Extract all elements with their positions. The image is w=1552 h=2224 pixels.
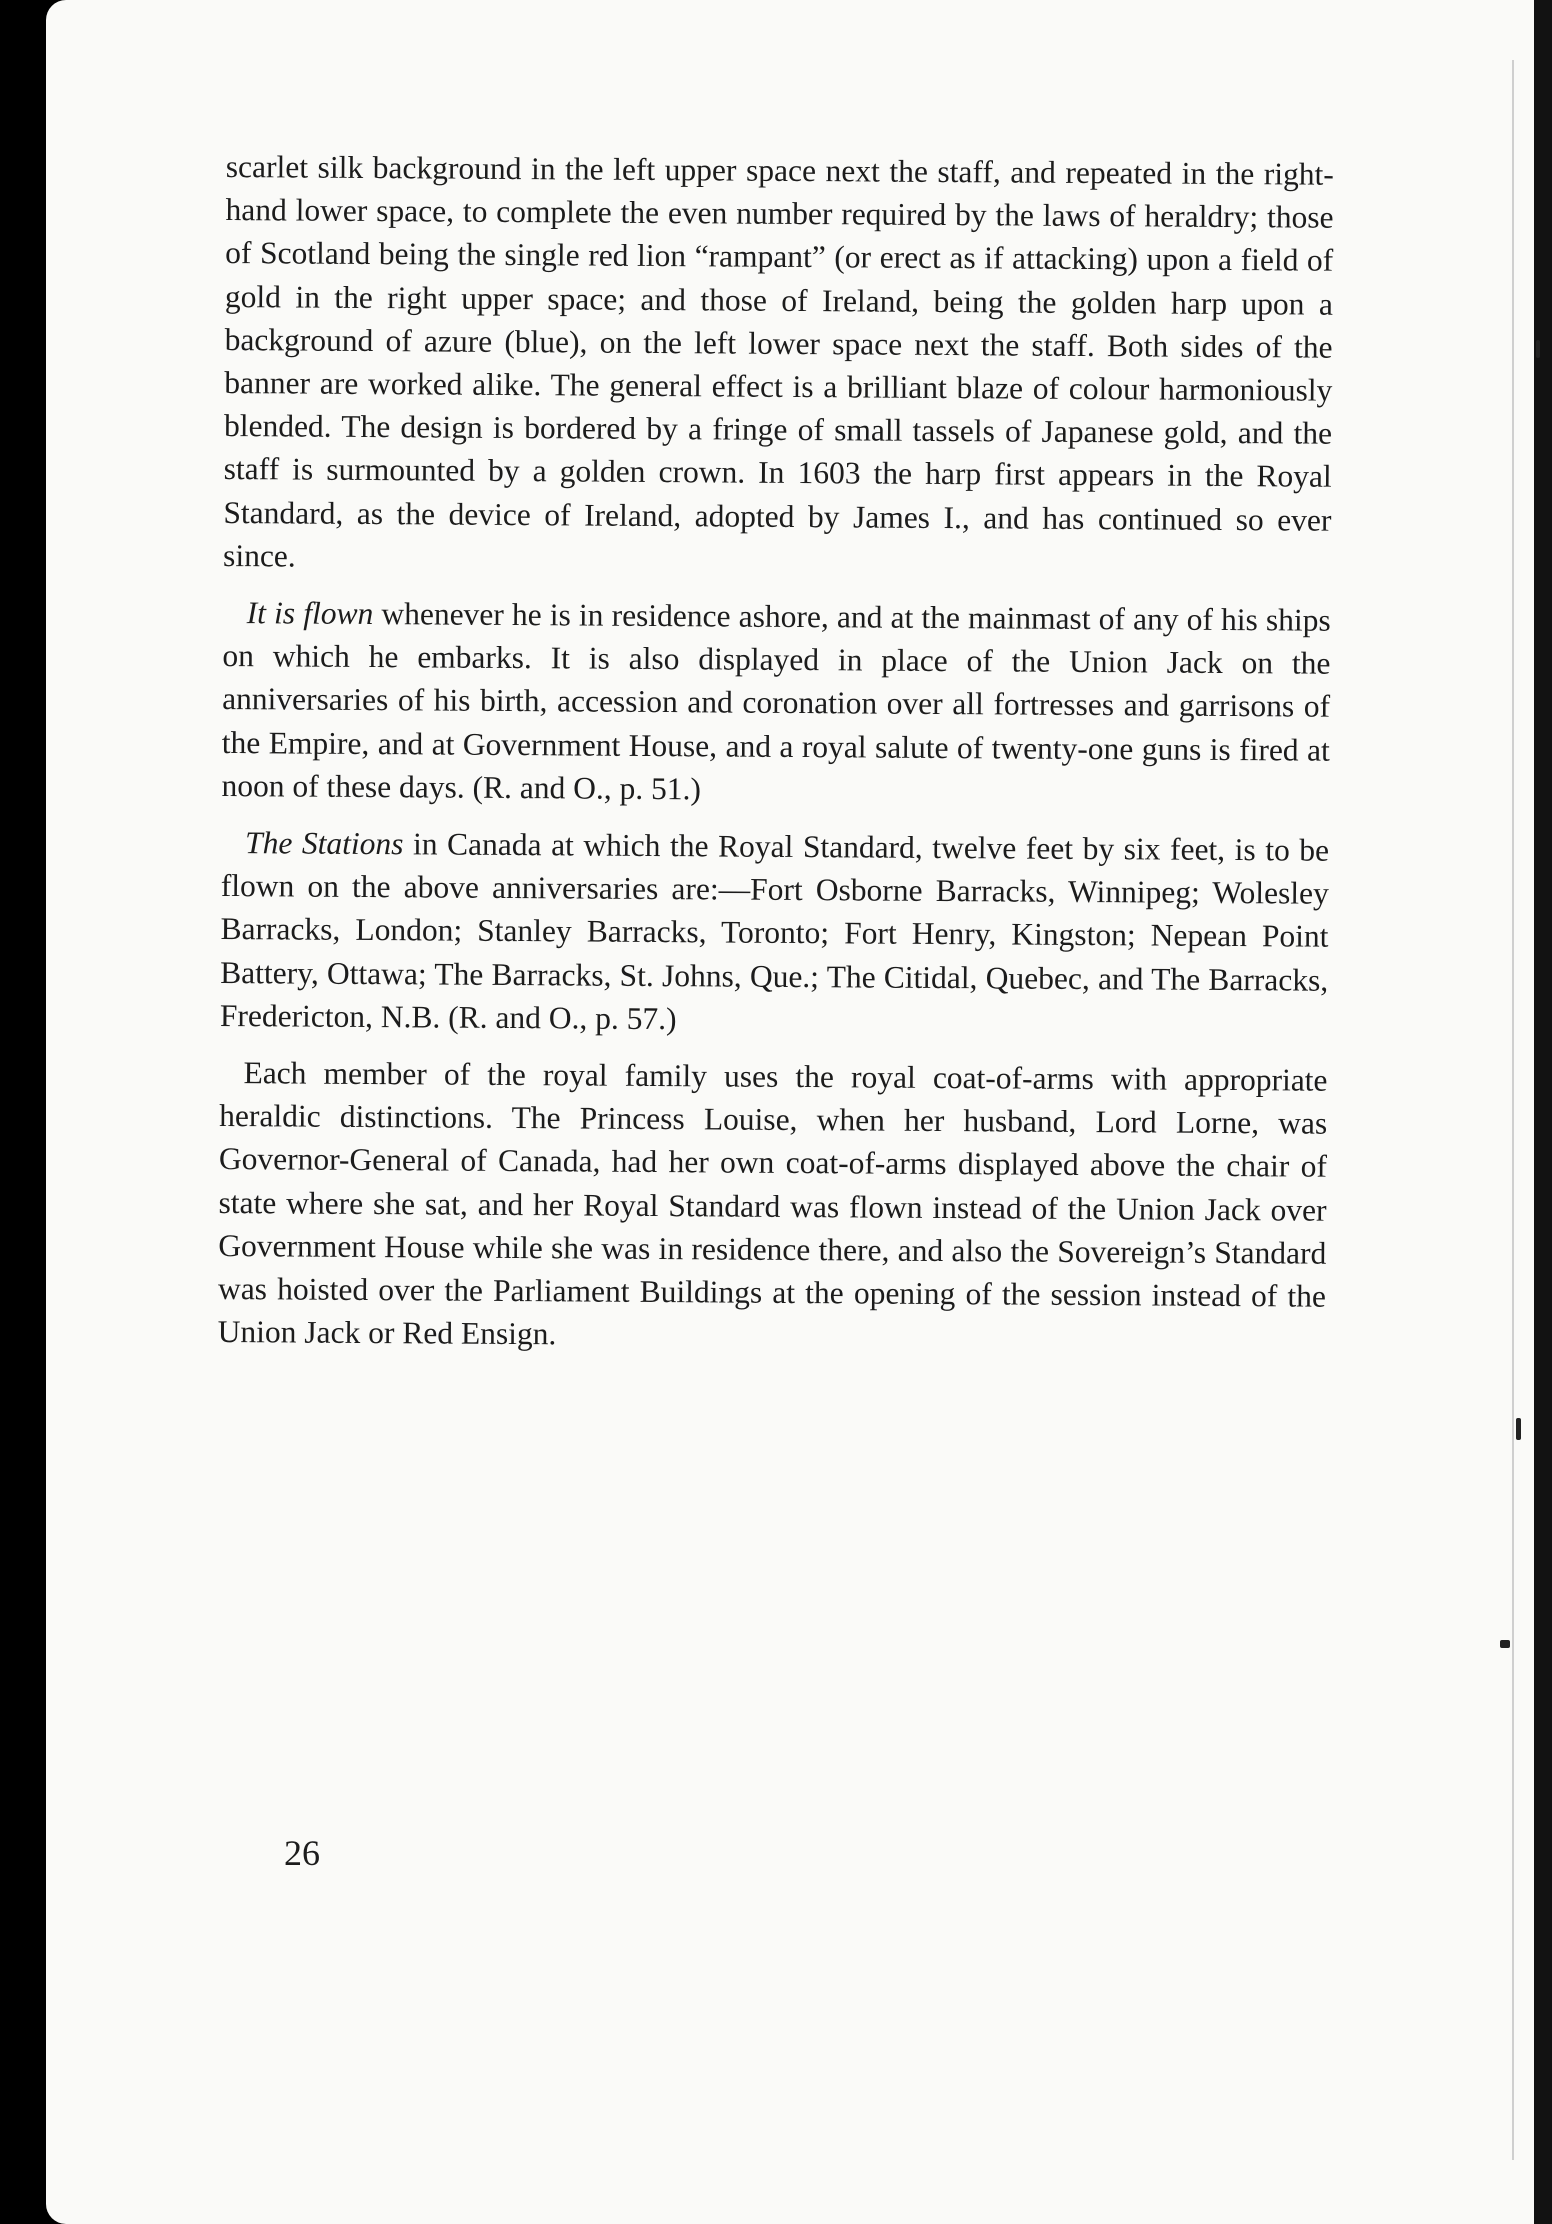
paragraph-text: in Canada at which the Royal Standard, twelve feet by six feet, is to be flown on the above anniversaries are:—Fort Osborne Barracks, Winnipeg; Wolesley Barracks, London; Stanley Barracks, Toronto; Fort Henry, Kingston; Nepean Point Battery, Ottawa; The Barracks, St. Johns, Que.; The Citidal, Quebec, and The Barracks, Fredericton, N.B. (R. and O., p. 57.) (219, 826, 1330, 1037)
scan-speck (1536, 340, 1540, 358)
page-number: 26 (284, 1833, 320, 1873)
scan-speck (1516, 1418, 1521, 1440)
paragraph-lead: The Stations (245, 825, 404, 862)
paragraph-the-stations (220, 821, 1329, 1045)
scan-edge (1534, 0, 1552, 2224)
paragraph-lead: It is flown (246, 595, 374, 632)
paragraph-it-is-flown (221, 591, 1330, 815)
paragraph-text: whenever he is in residence ashore, and at the mainmast of any of his ships on which he embarks. It is also displayed in place of the Union Jack on the anniversaries of his birth, accession and coronation over all fortresses and garrisons of the Empire, and at Government House, and a royal salute of twenty-one guns is fired at noon of these days. (R. and O., p. 51.) (221, 596, 1331, 807)
paragraph-text: Each member of the royal family uses the royal coat-of-arms with appropriate heraldic distinctions. The Princess Louise, when her husband, Lord Lorne, was Governor-General of Canada, had her own coat-of-arms displayed above the chair of state where she sat, and her Royal Standard was flown instead of the Union Jack over Government House while she was in residence there, and also the Sovereign’s Standard was hoisted over the Parliament Buildings at the opening of the session instead of the Union Jack or Red Ensign. (217, 1055, 1328, 1352)
scan-speck (1500, 1640, 1510, 1648)
paragraph-royal-family (218, 1051, 1328, 1361)
body-text (218, 145, 1334, 1361)
paragraph-standard-description (223, 145, 1334, 585)
page-gutter-line (1512, 60, 1514, 2160)
paragraph-text: scarlet silk background in the left upper space next the staff, and repeated in the right-hand lower space, to complete the even number required by the laws of heraldry; those of Scotland being the single red lion “rampant” (or erect as if attacking) upon a field of gold in the right upper space; and those of Ireland, being the golden harp upon a background of azure (blue), on the left lower space next the staff. Both sides of the banner are worked alike. The general effect is a brilliant blaze of colour harmoniously blended. The design is bordered by a fringe of small tassels of Japanese gold, and the staff is surmounted by a golden crown. In 1603 the harp first appears in the Royal Standard, as the device of Ireland, adopted by James I., and has continued so ever since. (223, 148, 1334, 574)
